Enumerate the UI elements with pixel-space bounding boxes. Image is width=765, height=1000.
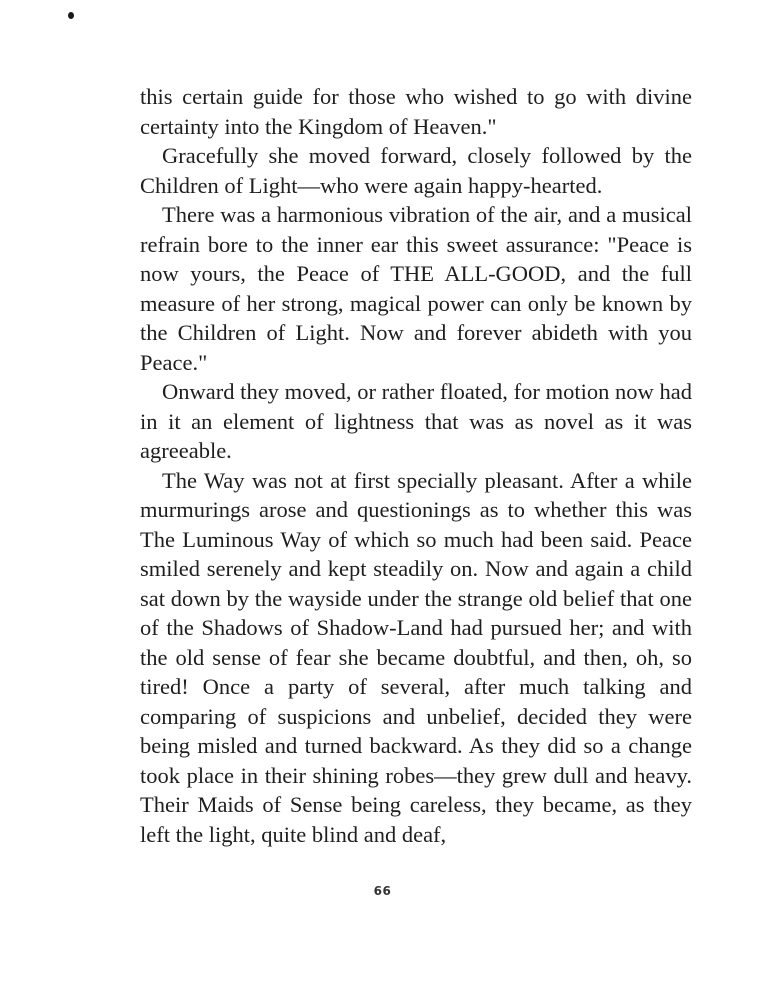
page-number: 66 bbox=[373, 884, 392, 898]
printing-speck bbox=[68, 12, 74, 19]
paragraph-1: this certain guide for those who wished to go with divine certainty into the Kingdom of Heaven." bbox=[140, 84, 692, 139]
paragraph-2: Gracefully she moved forward, closely followed by the Children of Light—who were again happy-hearted. bbox=[140, 143, 692, 198]
paragraph-4: Onward they moved, or rather floated, for motion now had in it an element of lightness that was as novel as it was agreeable. bbox=[140, 379, 692, 463]
paragraph-5: The Way was not at first specially pleasant. After a while murmurings arose and questionings as to whether this was The Luminous Way of which so much had been said. Peace smiled serenely and kept steadily on. Now and again a child sat down by the wayside under the strange old belief that one of the Shadows of Shadow-Land had pursued her; and with the old sense of fear she became doubtful, and then, oh, so tired! Once a party of several, after much talking and comparing of suspicions and unbelief, decided they were being misled and turned backward. As they did so a change took place in their shining robes—they grew dull and heavy. Their Maids of Sense being careless, they became, as they left the light, quite blind and deaf, bbox=[140, 467, 692, 847]
book-page-body bbox=[140, 82, 692, 849]
paragraph-3: There was a harmonious vibration of the air, and a musical refrain bore to the inner ear this sweet assurance: "Peace is now yours, the Peace of THE ALL-GOOD, and the full measure of her strong, magical power can only be known by the Children of Light. Now and forever abideth with you Peace." bbox=[140, 202, 692, 375]
